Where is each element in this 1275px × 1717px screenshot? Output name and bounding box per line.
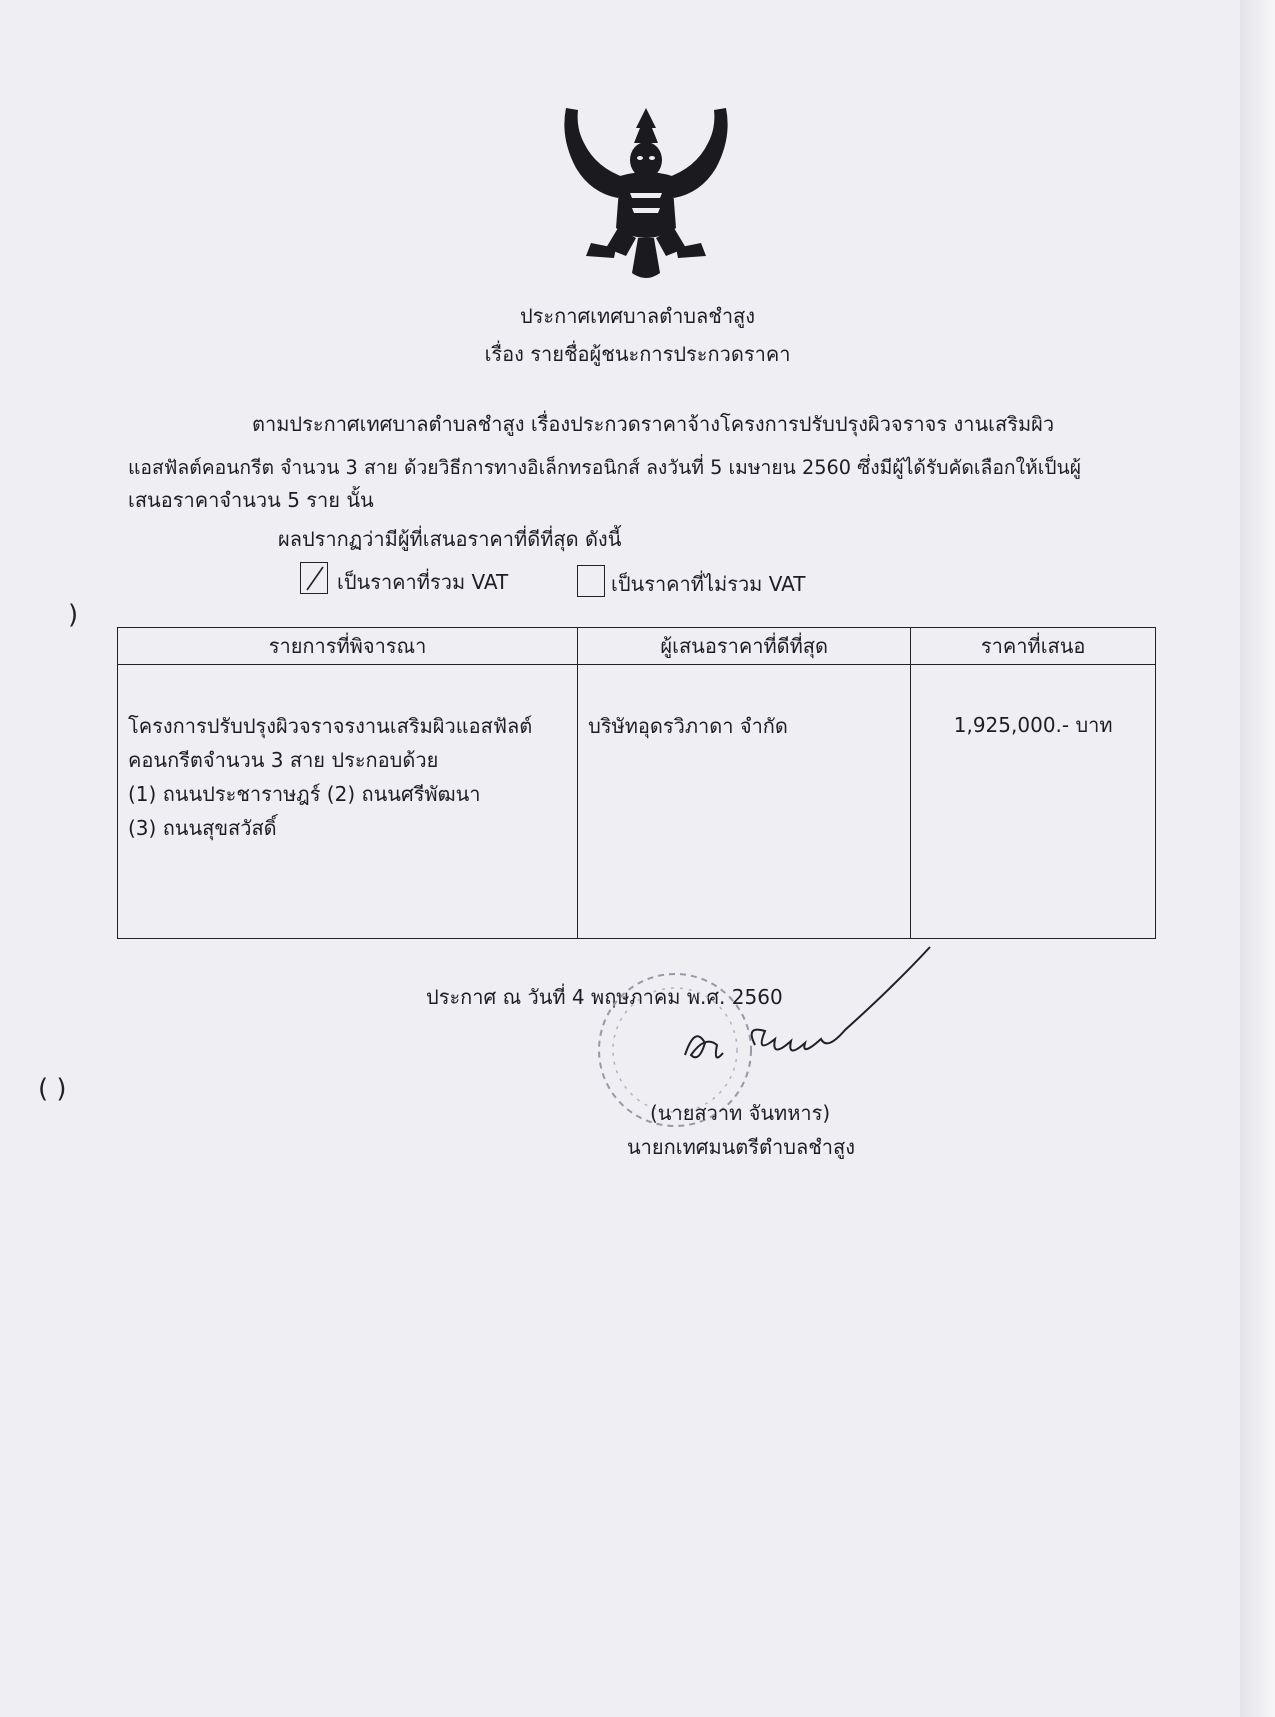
header-bidder: ผู้เสนอราคาที่ดีที่สุด [578,628,911,665]
body-line-3: เสนอราคาจำนวน 5 ราย นั้น [128,488,374,512]
signature-icon [685,1036,723,1057]
announcement-date: ประกาศ ณ วันที่ 4 พฤษภาคม พ.ศ. 2560 [426,985,783,1009]
bidder-cell [578,665,911,939]
check-slash-icon [301,563,327,593]
vat-included-label: เป็นราคาที่รวม VAT [337,570,509,594]
item-line: โครงการปรับปรุงผิวจราจรงานเสริมผิวแอสฟัลต์ [128,714,533,738]
result-table [117,627,1156,939]
announcement-subject: เรื่อง รายชื่อผู้ชนะการประกวดราคา [484,342,791,366]
vat-excluded-checkbox[interactable] [577,565,605,597]
header-price: ราคาที่เสนอ [911,628,1156,665]
body-line-1: ตามประกาศเทศบาลตำบลชำสูง เรื่องประกวดราคาจ้างโครงการปรับปรุงผิวจราจร งานเสริมผิว [252,412,1055,436]
table-header-row [118,628,1156,665]
price-cell [911,665,1156,939]
margin-mark: ( ) [38,1074,67,1104]
header-item: รายการที่พิจารณา [118,628,578,665]
garuda-emblem-icon [556,98,736,288]
announcement-title: ประกาศเทศบาลตำบลชำสูง [519,304,756,328]
item-line: (3) ถนนสุขสวัสดิ์ [128,816,277,840]
signer-name: (นายสวาท จันทหาร) [650,1101,831,1125]
item-cell [118,665,578,939]
item-line: (1) ถนนประชาราษฎร์ (2) ถนนศรีพัฒนา [128,782,481,806]
vat-included-checkbox[interactable] [300,562,328,594]
table-row [118,665,1156,939]
body-line-2: แอสฟัลต์คอนกรีต จำนวน 3 สาย ด้วยวิธีการทางอิเล็กทรอนิกส์ ลงวันที่ 5 เมษายน 2560 ซึ่งมีผู้ได้รับคัดเลือกให้เป็นผู้ [128,456,1082,479]
item-line: คอนกรีตจำนวน 3 สาย ประกอบด้วย [128,748,439,772]
paper-edge [1240,0,1275,1717]
bidder-name: บริษัทอุดรวิภาดา จำกัด [588,714,788,738]
price-value: 1,925,000.- บาท [953,713,1113,737]
vat-excluded-label: เป็นราคาที่ไม่รวม VAT [611,572,806,596]
signer-title: นายกเทศมนตรีตำบลชำสูง [627,1135,855,1159]
margin-mark: ) [68,600,79,630]
body-line-4: ผลปรากฏว่ามีผู้ที่เสนอราคาที่ดีที่สุด ดังนี้ [278,527,622,551]
